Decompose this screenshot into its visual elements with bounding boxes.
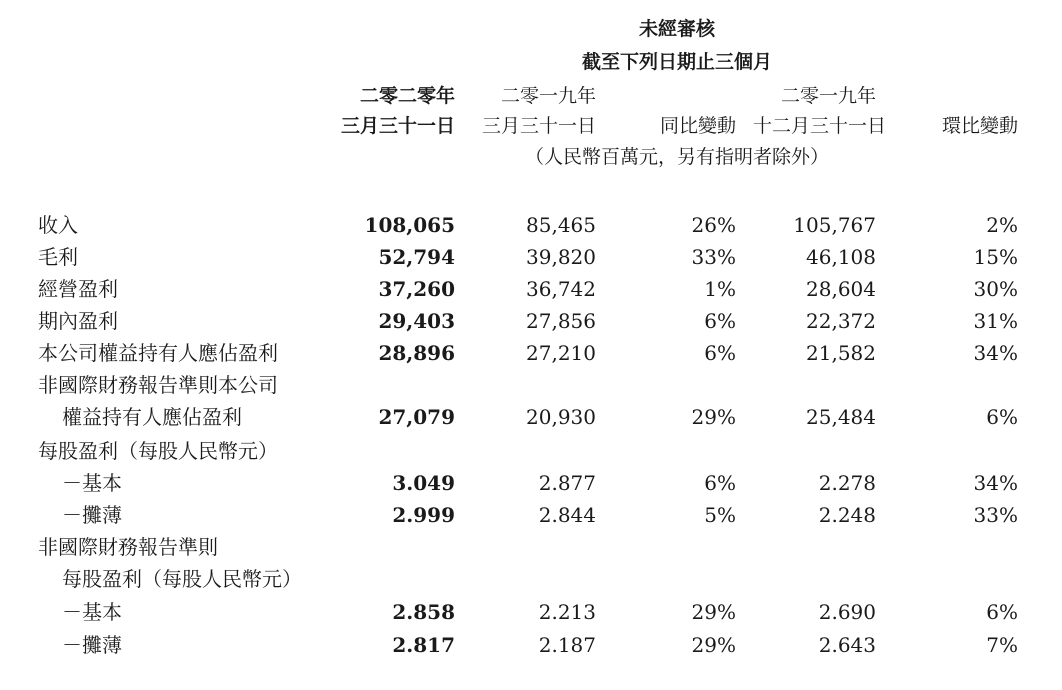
table-row xyxy=(0,274,1062,304)
cell-qoq: 6% xyxy=(986,405,1018,429)
row-label: 期內盈利 xyxy=(38,309,118,333)
cell-2019q4: 46,108 xyxy=(806,245,876,269)
cell-qoq: 33% xyxy=(973,503,1018,527)
cell-qoq: 34% xyxy=(973,471,1018,495)
cell-2019q4: 105,767 xyxy=(793,213,876,237)
unit-note: （人民幣百萬元，另有指明者除外） xyxy=(524,146,830,168)
table-row xyxy=(0,564,1062,594)
cell-2019q1: 39,820 xyxy=(526,245,596,269)
cell-qoq: 2% xyxy=(986,213,1018,237)
cell-2019q4: 2.643 xyxy=(818,633,876,657)
table-row xyxy=(0,370,1062,400)
col4-date: 十二月三十一日 xyxy=(752,115,886,137)
header-period: 截至下列日期止三個月 xyxy=(581,51,773,73)
col4-year: 二零一九年 xyxy=(780,85,876,107)
table-row xyxy=(0,500,1062,530)
row-label: 收入 xyxy=(38,213,78,237)
row-label: 每股盈利（每股人民幣元） xyxy=(62,567,302,591)
table-row xyxy=(0,306,1062,336)
col5-header: 環比變動 xyxy=(941,115,1018,137)
cell-yoy: 6% xyxy=(704,471,736,495)
table-row xyxy=(0,338,1062,368)
header-audit: 未經審核 xyxy=(638,18,716,40)
row-label: 經營盈利 xyxy=(38,277,118,301)
cell-qoq: 6% xyxy=(986,600,1018,624)
row-label: 非國際財務報告準則本公司 xyxy=(38,373,278,397)
row-label: 非國際財務報告準則 xyxy=(38,535,218,559)
cell-qoq: 30% xyxy=(973,277,1018,301)
cell-2019q1: 2.187 xyxy=(538,633,596,657)
cell-2019q4: 2.248 xyxy=(818,503,876,527)
table-row xyxy=(0,436,1062,466)
cell-2019q4: 28,604 xyxy=(806,277,876,301)
row-label: 權益持有人應佔盈利 xyxy=(62,405,242,429)
col1-date: 三月三十一日 xyxy=(340,115,455,137)
row-label: －攤薄 xyxy=(62,633,122,657)
cell-2020q1: 37,260 xyxy=(378,277,455,301)
cell-2019q1: 27,856 xyxy=(526,309,596,333)
cell-yoy: 5% xyxy=(704,503,736,527)
cell-yoy: 6% xyxy=(704,341,736,365)
table-row xyxy=(0,242,1062,272)
cell-yoy: 29% xyxy=(691,600,736,624)
cell-2019q1: 2.213 xyxy=(538,600,596,624)
row-label: －基本 xyxy=(62,600,122,624)
table-row xyxy=(0,532,1062,562)
col3-header: 同比變動 xyxy=(659,115,736,137)
cell-2020q1: 27,079 xyxy=(378,405,455,429)
cell-yoy: 29% xyxy=(691,405,736,429)
cell-2019q1: 27,210 xyxy=(526,341,596,365)
col1-year: 二零二零年 xyxy=(359,85,455,107)
cell-yoy: 33% xyxy=(691,245,736,269)
row-label: 每股盈利（每股人民幣元） xyxy=(38,439,278,463)
row-label: 本公司權益持有人應佔盈利 xyxy=(38,341,278,365)
col2-date: 三月三十一日 xyxy=(481,115,596,137)
cell-2019q4: 25,484 xyxy=(806,405,876,429)
cell-yoy: 1% xyxy=(704,277,736,301)
cell-yoy: 6% xyxy=(704,309,736,333)
cell-yoy: 26% xyxy=(691,213,736,237)
row-label: －攤薄 xyxy=(62,503,122,527)
cell-2020q1: 3.049 xyxy=(392,471,455,495)
cell-2019q1: 20,930 xyxy=(526,405,596,429)
cell-2020q1: 52,794 xyxy=(378,245,455,269)
cell-2019q1: 2.844 xyxy=(538,503,596,527)
row-label: －基本 xyxy=(62,471,122,495)
table-row xyxy=(0,210,1062,240)
cell-2020q1: 2.817 xyxy=(392,633,455,657)
cell-2019q4: 22,372 xyxy=(806,309,876,333)
cell-2019q4: 2.278 xyxy=(818,471,876,495)
cell-qoq: 31% xyxy=(973,309,1018,333)
table-row xyxy=(0,468,1062,498)
cell-2019q1: 2.877 xyxy=(538,471,596,495)
cell-2020q1: 28,896 xyxy=(378,341,455,365)
cell-2020q1: 2.999 xyxy=(392,503,455,527)
table-row xyxy=(0,630,1062,660)
cell-qoq: 15% xyxy=(973,245,1018,269)
cell-qoq: 7% xyxy=(986,633,1018,657)
col2-year: 二零一九年 xyxy=(500,85,596,107)
cell-2020q1: 108,065 xyxy=(364,213,455,237)
cell-qoq: 34% xyxy=(973,341,1018,365)
cell-2019q1: 36,742 xyxy=(526,277,596,301)
cell-2020q1: 2.858 xyxy=(392,600,455,624)
cell-yoy: 29% xyxy=(691,633,736,657)
row-label: 毛利 xyxy=(38,245,78,269)
cell-2019q1: 85,465 xyxy=(526,213,596,237)
cell-2019q4: 21,582 xyxy=(806,341,876,365)
cell-2019q4: 2.690 xyxy=(818,600,876,624)
table-row xyxy=(0,402,1062,432)
cell-2020q1: 29,403 xyxy=(378,309,455,333)
table-row xyxy=(0,597,1062,627)
